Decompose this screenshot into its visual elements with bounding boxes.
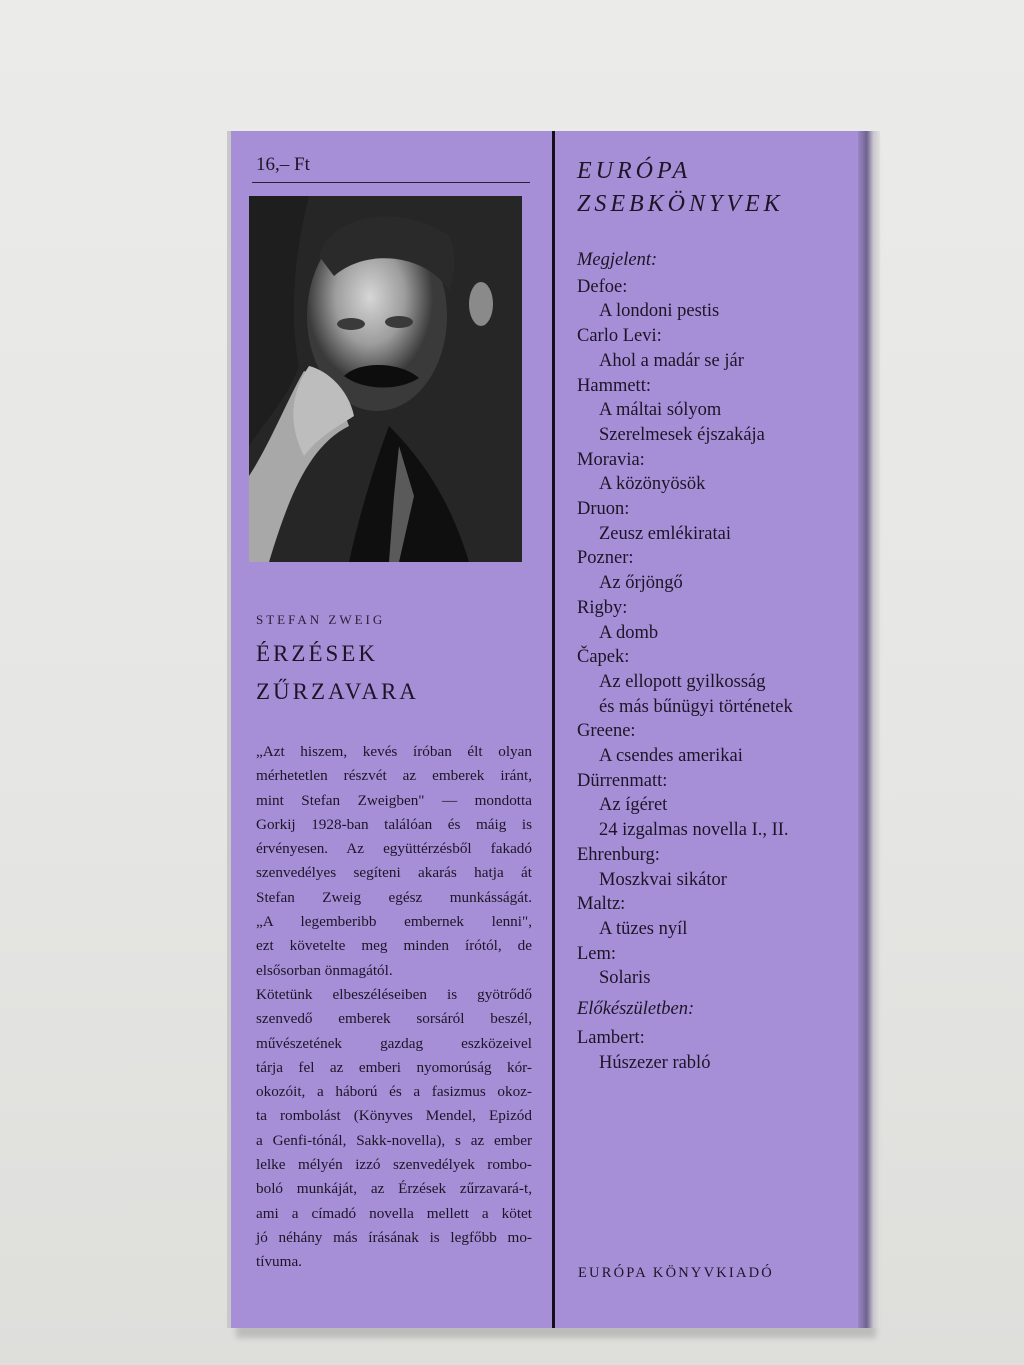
center-divider-line — [552, 131, 555, 1328]
blurb-line: mérhetetlen részvét az emberek iránt, — [256, 767, 532, 785]
blurb-line: jó néhány más írásának is legfőbb mo- — [256, 1228, 532, 1246]
book-spine-edge — [858, 131, 880, 1328]
catalog-title: és más bűnügyi történetek — [599, 696, 793, 717]
catalog-title: A tüzes nyíl — [599, 918, 688, 939]
catalog-title: Moszkvai sikátor — [599, 869, 727, 890]
book-title-line-1: ÉRZÉSEK — [256, 641, 378, 666]
blurb-line: Gorkij 1928-ban találóan és máig is — [256, 815, 532, 833]
price-underline — [252, 182, 530, 183]
blurb-line: érvényesen. Az együttérzésből fakadó — [256, 840, 532, 858]
catalog-title: A londoni pestis — [599, 301, 720, 322]
book-title — [256, 635, 419, 711]
published-heading: Megjelent: — [577, 250, 658, 270]
blurb-line: Kötetünk elbeszéléseiben is gyötrődő — [256, 985, 532, 1003]
catalog-author: Dürrenmatt: — [577, 770, 668, 791]
catalog-author: Maltz: — [577, 894, 626, 915]
blurb-line: szenvedő emberek sorsáról beszél, — [256, 1010, 532, 1028]
blurb-line: „A legemberibb embernek lenni", — [256, 913, 532, 931]
upcoming-heading: Előkészületben: — [577, 999, 695, 1020]
blurb-line: szenvedélyes segíteni akarás hatja át — [256, 864, 532, 882]
catalog-author: Lem: — [577, 943, 617, 964]
publisher-name: EURÓPA KÖNYVKIADÓ — [578, 1265, 774, 1281]
blurb-line: művészetének gazdag eszközeivel — [256, 1034, 532, 1052]
catalog-author: Defoe: — [577, 276, 628, 297]
catalog-author: Čapek: — [577, 647, 630, 668]
book-title-line-2: ZŰRZAVARA — [256, 679, 419, 704]
catalog-title: Az ígéret — [599, 795, 668, 816]
catalog-author: Druon: — [577, 499, 630, 520]
catalog-author: Greene: — [577, 721, 636, 742]
catalog-title: Az ellopott gyilkosság — [599, 671, 766, 692]
portrait-illustration — [249, 196, 522, 562]
blurb-line: tívuma. — [256, 1253, 302, 1271]
blurb-line: a Genfi-tónál, Sakk-novella), s az ember — [256, 1131, 532, 1149]
series-catalog — [577, 248, 857, 1075]
catalog-title: Solaris — [599, 968, 651, 989]
catalog-author: Pozner: — [577, 548, 634, 569]
catalog-author: Ehrenburg: — [577, 844, 660, 865]
catalog-author: Rigby: — [577, 597, 628, 618]
blurb-line: Stefan Zweig egész munkásságát. — [256, 888, 532, 906]
catalog-title: A közönyösök — [599, 474, 706, 495]
blurb-line: ami a címadó novella mellett a kötet — [256, 1204, 532, 1222]
series-title-line-2: ZSEBKÖNYVEK — [577, 191, 784, 217]
catalog-title: Húszezer rabló — [599, 1052, 711, 1073]
catalog-title: A máltai sólyom — [599, 400, 722, 421]
catalog-title: A csendes amerikai — [599, 746, 743, 767]
series-title-line-1: EURÓPA — [577, 158, 692, 184]
book-blurb — [256, 740, 532, 1275]
catalog-author: Lambert: — [577, 1027, 645, 1048]
catalog-title: 24 izgalmas novella I., II. — [599, 820, 789, 841]
author-name: STEFAN ZWEIG — [256, 612, 386, 627]
author-portrait-photo — [249, 196, 522, 562]
blurb-line: „Azt hiszem, kevés íróban élt olyan — [256, 743, 532, 760]
catalog-author: Carlo Levi: — [577, 326, 662, 347]
blurb-line: ta rombolást (Könyves Mendel, Epizód — [256, 1107, 532, 1125]
blurb-line: mint Stefan Zweigben" — mondotta — [256, 791, 532, 809]
blurb-line: elsősorban önmagától. — [256, 961, 393, 979]
series-title — [577, 155, 784, 221]
catalog-title: Az őrjöngő — [599, 573, 683, 594]
blurb-line: ezt követelte meg minden írótól, de — [256, 937, 532, 955]
blurb-line: boló munkáját, az Érzések zűrzavará-t, — [256, 1180, 532, 1198]
blurb-line: tárja fel az emberi nyomorúság kór- — [256, 1058, 532, 1076]
catalog-author: Hammett: — [577, 375, 651, 396]
blurb-line: okozóit, a háború és a fasizmus okoz- — [256, 1083, 532, 1101]
blurb-line: lelke mélyén izzó szenvedélyek rombo- — [256, 1156, 532, 1174]
catalog-title: Szerelmesek éjszakája — [599, 424, 765, 445]
price-label: 16,– Ft — [256, 154, 310, 175]
catalog-title: Zeusz emlékiratai — [599, 523, 732, 544]
catalog-author: Moravia: — [577, 449, 645, 470]
catalog-title: A domb — [599, 622, 659, 643]
catalog-title: Ahol a madár se jár — [599, 350, 744, 371]
